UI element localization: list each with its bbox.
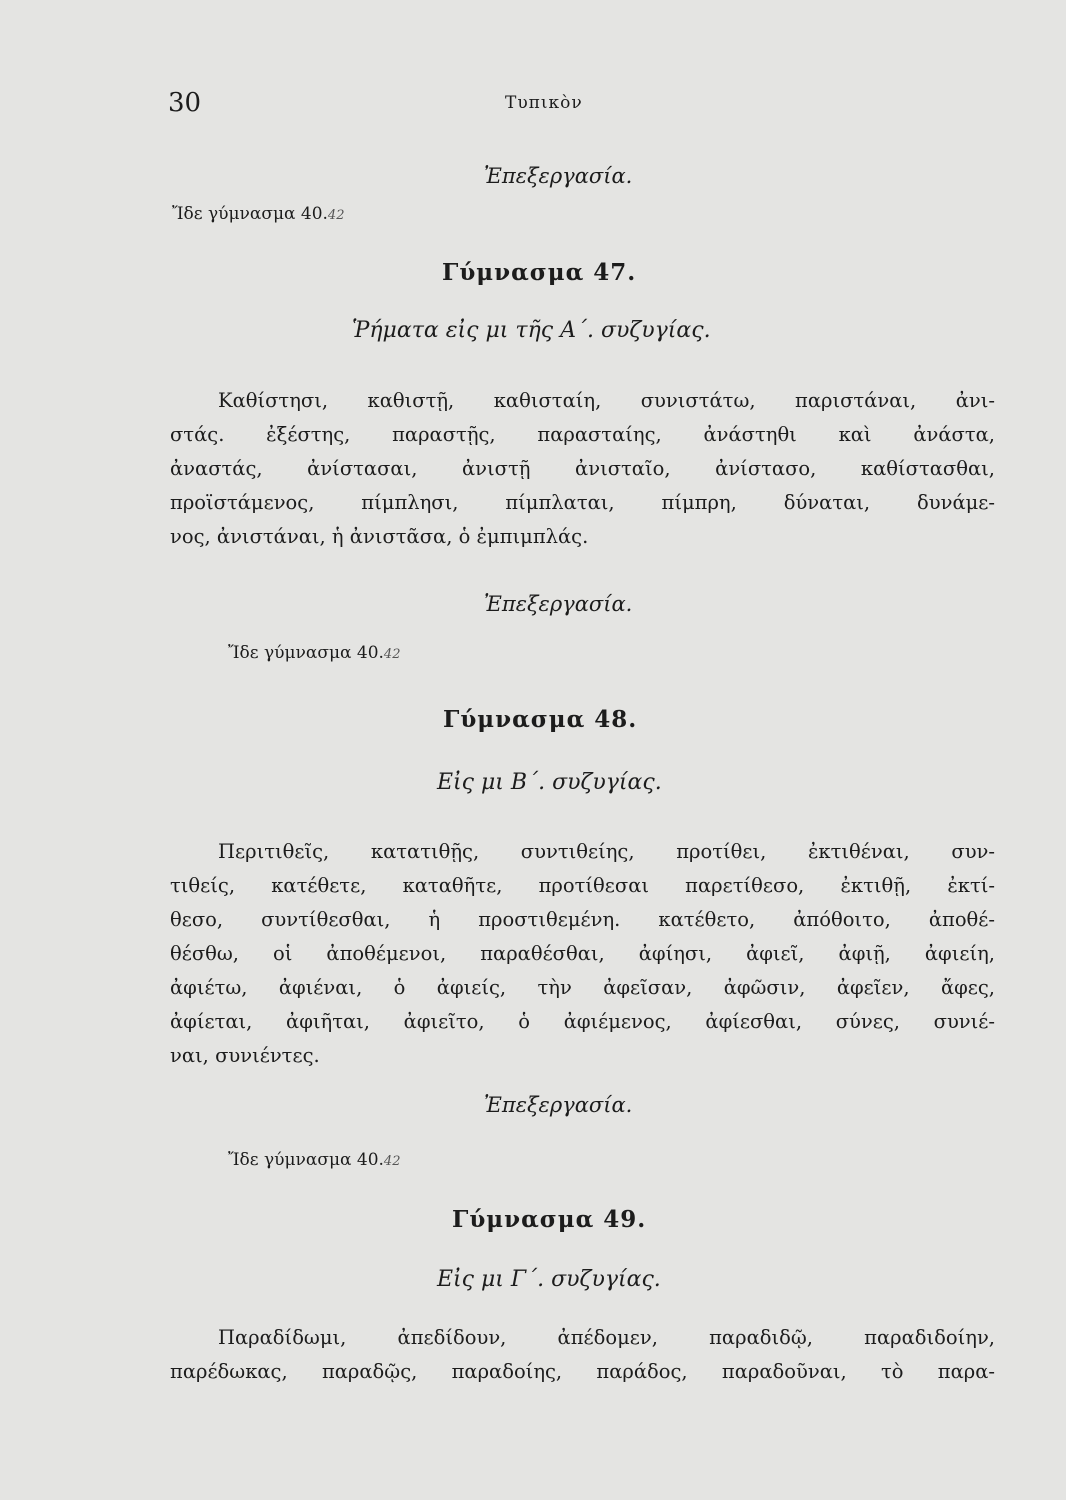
- exercise-text: [170, 835, 995, 1073]
- text-line: παρέδωκας, παραδῷς, παραδοίης, παράδος, παραδοῦναι, τὸ παρα-: [170, 1360, 995, 1383]
- exercise-title: Γύμνασμα 49.: [452, 1206, 647, 1233]
- text-line: τιθείς, κατέθετε, καταθῆτε, προτίθεσαι παρετίθεσο, ἐκτιθῇ, ἐκτί-: [170, 874, 995, 897]
- running-title: Τυπικὸν: [505, 93, 583, 113]
- exercise-subtitle: Εἰς μι Β΄. συζυγίας.: [437, 770, 662, 795]
- text-line: ἀφίεται, ἀφιῆται, ἀφιεῖτο, ὁ ἀφιέμενος, ἀφίεσθαι, σύνες, συνιέ-: [170, 1010, 995, 1033]
- exercise-title: Γύμνασμα 47.: [442, 259, 637, 286]
- text-line: Καθίστησι, καθιστῇ, καθισταίη, συνιστάτω, παριστάναι, ἀνι-: [218, 389, 995, 412]
- page-number: 30: [168, 88, 202, 118]
- text-line: Παραδίδωμι, ἀπεδίδουν, ἀπέδομεν, παραδιδῷ, παραδιδοίην,: [218, 1326, 995, 1349]
- see-exercise-note: Ἴδε γύμνασμα 40.42: [172, 204, 345, 224]
- epexergasia-heading: Ἐπεξεργασία.: [484, 1093, 633, 1117]
- text-line: στάς. ἐξέστης, παραστῇς, παρασταίης, ἀνάστηθι καὶ ἀνάστα,: [170, 423, 995, 446]
- epexergasia-heading: Ἐπεξεργασία.: [484, 164, 633, 188]
- text-line: ναι, συνιέντες.: [170, 1044, 320, 1067]
- text-line: προϊστάμενος, πίμπλησι, πίμπλαται, πίμπρη, δύναται, δυνάμε-: [170, 491, 995, 514]
- text-line: θεσο, συντίθεσθαι, ἡ προστιθεμένη. κατέθετο, ἀπόθοιτο, ἀποθέ-: [170, 908, 995, 931]
- handwritten-note: 42: [327, 208, 345, 223]
- see-exercise-note: Ἴδε γύμνασμα 40.42: [228, 1150, 401, 1170]
- exercise-subtitle: Ῥήματα εἰς μι τῆς Α΄. συζυγίας.: [352, 318, 711, 343]
- exercise-subtitle: Εἰς μι Γ΄. συζυγίας.: [437, 1267, 661, 1292]
- exercise-title: Γύμνασμα 48.: [443, 706, 638, 733]
- exercise-text: [170, 384, 995, 554]
- exercise-text: [170, 1321, 995, 1389]
- see-exercise-note: Ἴδε γύμνασμα 40.42: [228, 643, 401, 663]
- text-line: ἀφιέτω, ἀφιέναι, ὁ ἀφιείς, τὴν ἀφεῖσαν, ἀφῶσιν, ἀφεῖεν, ἄφες,: [170, 976, 995, 999]
- text-line: θέσθω, οἱ ἀποθέμενοι, παραθέσθαι, ἀφίησι, ἀφιεῖ, ἀφιῇ, ἀφιείη,: [170, 942, 995, 965]
- handwritten-note: 42: [383, 647, 401, 662]
- text-line: νος, ἀνιστάναι, ἡ ἀνιστᾶσα, ὁ ἐμπιμπλάς.: [170, 525, 589, 548]
- text-line: Περιτιθεῖς, κατατιθῇς, συντιθείης, προτίθει, ἐκτιθέναι, συν-: [218, 840, 995, 863]
- handwritten-note: 42: [383, 1154, 401, 1169]
- epexergasia-heading: Ἐπεξεργασία.: [484, 592, 633, 616]
- text-line: ἀναστάς, ἀνίστασαι, ἀνιστῇ ἀνισταῖο, ἀνίστασο, καθίστασθαι,: [170, 457, 995, 480]
